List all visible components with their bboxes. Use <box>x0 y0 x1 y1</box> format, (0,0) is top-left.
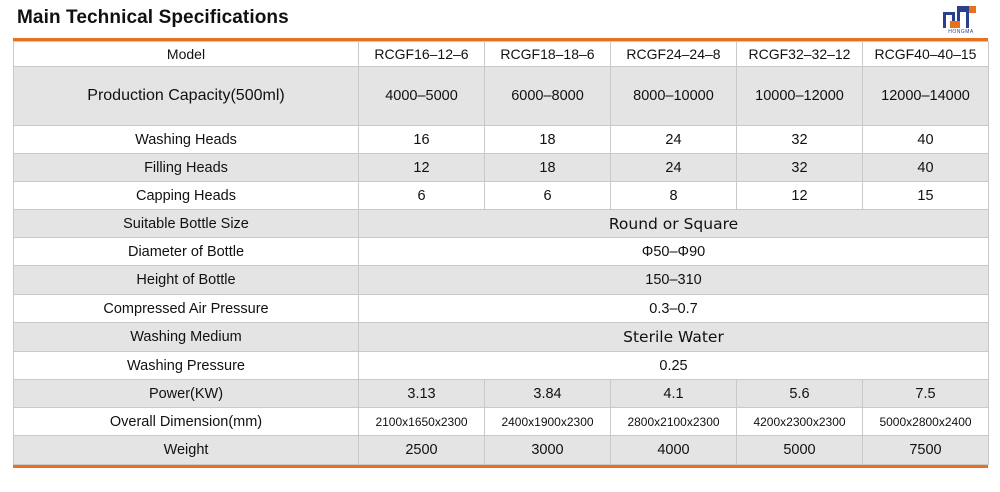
value-cell: 5000x2800x2400 <box>863 408 989 436</box>
table-row-height-of-bottle <box>14 266 989 295</box>
value-cell: 5000 <box>737 436 863 465</box>
table-row-washing-pressure <box>14 352 989 380</box>
value-cell: 32 <box>737 154 863 182</box>
value-cell: Sterile Water <box>359 323 989 352</box>
value-cell: 10000–12000 <box>737 67 863 126</box>
table-row-washing-medium <box>14 323 989 352</box>
row-label: Suitable Bottle Size <box>14 210 359 238</box>
value-cell: 150–310 <box>359 266 989 295</box>
row-label: Model <box>14 42 359 67</box>
row-label: Production Capacity(500ml) <box>14 67 359 126</box>
value-cell: 16 <box>359 126 485 154</box>
model-cell: RCGF18–18–6 <box>485 42 611 67</box>
value-cell: 2800x2100x2300 <box>611 408 737 436</box>
value-cell: 3.13 <box>359 380 485 408</box>
logo-text: HONGMA <box>948 29 974 35</box>
value-cell: 4000–5000 <box>359 67 485 126</box>
value-cell: 6 <box>485 182 611 210</box>
value-cell: 24 <box>611 126 737 154</box>
value-cell: Φ50–Φ90 <box>359 238 989 266</box>
value-cell: 4.1 <box>611 380 737 408</box>
table-row-power <box>14 380 989 408</box>
value-cell: 4200x2300x2300 <box>737 408 863 436</box>
value-cell: 2400x1900x2300 <box>485 408 611 436</box>
spec-table <box>13 41 989 465</box>
value-cell: 2100x1650x2300 <box>359 408 485 436</box>
row-label: Washing Medium <box>14 323 359 352</box>
model-cell: RCGF24–24–8 <box>611 42 737 67</box>
value-cell: 6 <box>359 182 485 210</box>
value-cell: 12000–14000 <box>863 67 989 126</box>
value-cell: 12 <box>737 182 863 210</box>
value-cell: 0.25 <box>359 352 989 380</box>
value-cell: 15 <box>863 182 989 210</box>
value-cell: 3.84 <box>485 380 611 408</box>
value-cell: 0.3–0.7 <box>359 295 989 323</box>
value-cell: 5.6 <box>737 380 863 408</box>
page-title: Main Technical Specifications <box>17 7 289 28</box>
table-row-weight <box>14 436 989 465</box>
table-row-diameter-of-bottle <box>14 238 989 266</box>
row-label: Height of Bottle <box>14 266 359 295</box>
value-cell: 7.5 <box>863 380 989 408</box>
table-row-filling-heads <box>14 154 989 182</box>
model-cell: RCGF32–32–12 <box>737 42 863 67</box>
value-cell: Round or Square <box>359 210 989 238</box>
row-label: Washing Pressure <box>14 352 359 380</box>
row-label: Compressed Air Pressure <box>14 295 359 323</box>
value-cell: 8 <box>611 182 737 210</box>
row-label: Diameter of Bottle <box>14 238 359 266</box>
value-cell: 40 <box>863 154 989 182</box>
value-cell: 7500 <box>863 436 989 465</box>
value-cell: 24 <box>611 154 737 182</box>
value-cell: 3000 <box>485 436 611 465</box>
table-row-capping-heads <box>14 182 989 210</box>
row-label: Power(KW) <box>14 380 359 408</box>
value-cell: 8000–10000 <box>611 67 737 126</box>
row-label: Washing Heads <box>14 126 359 154</box>
table-row-model <box>14 42 989 67</box>
model-cell: RCGF16–12–6 <box>359 42 485 67</box>
value-cell: 32 <box>737 126 863 154</box>
model-cell: RCGF40–40–15 <box>863 42 989 67</box>
table-row-production-capacity <box>14 67 989 126</box>
value-cell: 18 <box>485 126 611 154</box>
table-row-compressed-air-pressure <box>14 295 989 323</box>
value-cell: 12 <box>359 154 485 182</box>
row-label: Filling Heads <box>14 154 359 182</box>
value-cell: 2500 <box>359 436 485 465</box>
table-row-overall-dimension <box>14 408 989 436</box>
value-cell: 40 <box>863 126 989 154</box>
value-cell: 18 <box>485 154 611 182</box>
value-cell: 4000 <box>611 436 737 465</box>
row-label: Capping Heads <box>14 182 359 210</box>
table-row-washing-heads <box>14 126 989 154</box>
table-row-suitable-bottle-size <box>14 210 989 238</box>
row-label: Weight <box>14 436 359 465</box>
row-label: Overall Dimension(mm) <box>14 408 359 436</box>
value-cell: 6000–8000 <box>485 67 611 126</box>
bottom-divider <box>13 465 988 468</box>
